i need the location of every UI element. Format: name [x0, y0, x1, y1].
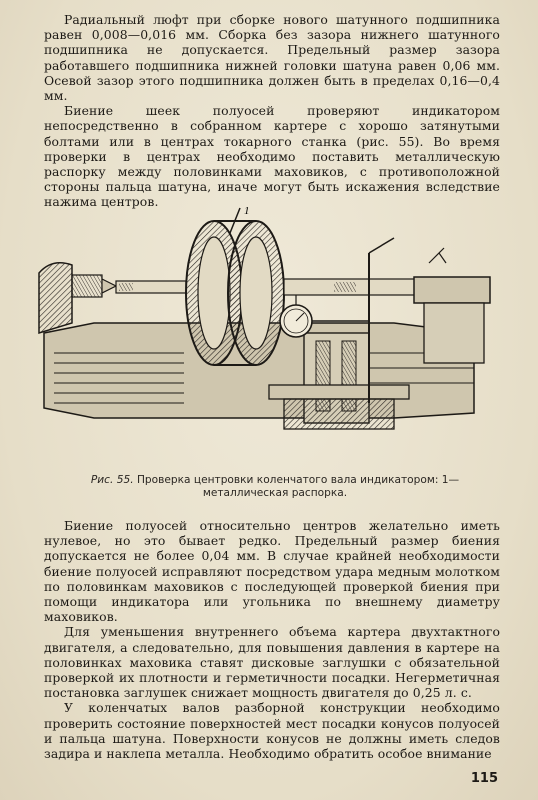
page-number: 115	[470, 771, 498, 786]
paragraph: Биение полуосей относительно центров желательно иметь нулевое, но это бывает редко. Предельный размер биения допускается не более 0,04 мм. В случае крайней необходимости биение полуосей исправляют посредством удара медным молотком по половинкам маховиков с последующей проверкой биения при помощи индикатора или угольника по внешнему диаметру маховиков.	[44, 518, 500, 625]
figure-caption-text: Проверка центровки коленчатого вала индикатором: 1—металлическая распорка.	[136, 474, 460, 499]
lathe-crankshaft-illustration	[34, 203, 504, 465]
bottom-text-block	[44, 518, 500, 761]
figure-callout-number: 1	[244, 205, 250, 217]
paragraph: Биение шеек полуосей проверяют индикатором непосредственно в собранном картере с хорошо затянутыми болтами или в центрах токарного станка (рис. 55). Во время проверки в центрах необходимо поставить металлическую распорку между половинками маховиков, с противоположной стороны пальца шатуна, иначе могут быть искажения вследствие нажима центров.	[44, 103, 500, 210]
paragraph: Радиальный люфт при сборке нового шатунного подшипника равен 0,008—0,016 мм. Сборка без зазора нижнего шатунного подшипника не допускается. Предельный размер зазора работавшего подшипника нижней головки шатуна равен 0,06 мм. Осевой зазор этого подшипника должен быть в пределах 0,16—0,4 мм.	[44, 12, 500, 104]
figure-caption-label: Рис. 55.	[90, 474, 134, 486]
paragraph: У коленчатых валов разборной конструкции необходимо проверить состояние поверхностей мест посадки конусов полуосей и пальца шатуна. Поверхности конусов не должны иметь следов задира и наклепа металла. Необходимо обратить особое внимание	[44, 700, 500, 762]
paragraph: Для уменьшения внутреннего объема картера двухтактного двигателя, а следовательно, для повышения давления в картере на половинках маховика ставят дисковые заглушки с обязательной проверкой их плотности и герметичности посадки. Негерметичная постановка заглушек снижает мощность двигателя до 0,25 л. с.	[44, 624, 500, 701]
figure-caption	[60, 474, 490, 500]
top-text-block	[44, 12, 500, 210]
